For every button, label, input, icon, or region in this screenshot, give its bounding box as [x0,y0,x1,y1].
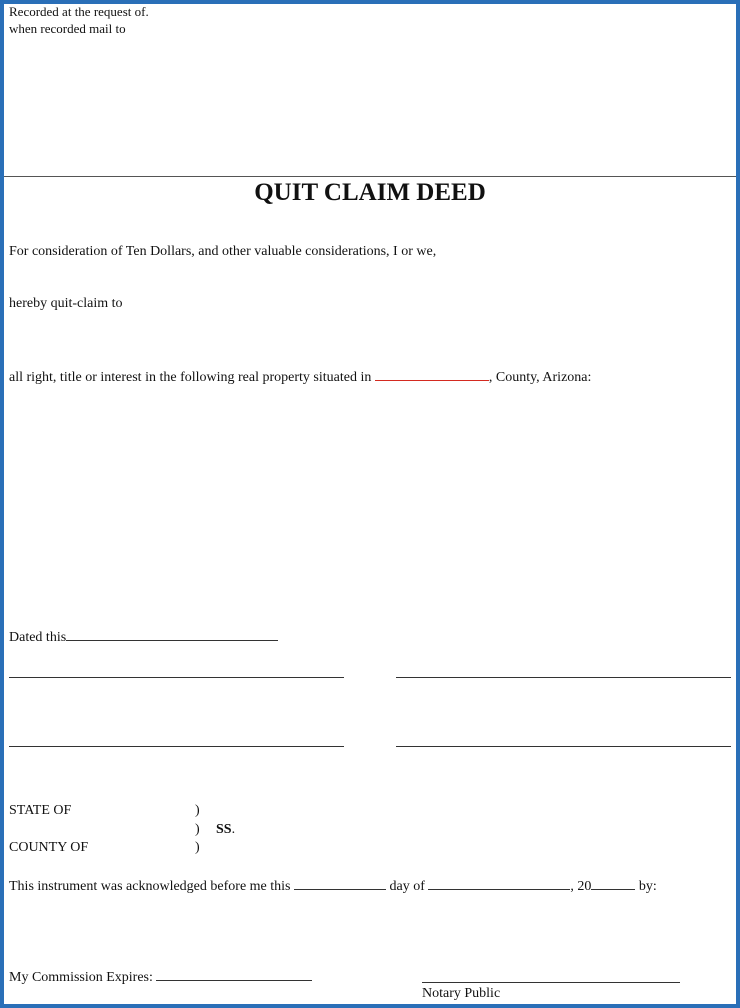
document-title: QUIT CLAIM DEED [254,179,486,206]
header-divider [4,176,736,177]
ack-by-label: by: [638,879,657,894]
signature-line-3[interactable] [9,746,344,747]
interest-suffix: , County, Arizona: [488,370,592,385]
notary-signature-line[interactable] [422,982,680,983]
ack-year-label: , 20 [570,879,592,894]
dated-label: Dated this [9,630,67,645]
ss-dot: . [231,822,236,837]
dated-blank[interactable] [66,627,278,641]
ack-month-blank[interactable] [428,876,570,890]
interest-line [9,367,591,386]
commission-line [9,967,312,986]
ss-label [216,822,235,838]
ack-prefix: This instrument was acknowledged before me this [9,879,291,894]
consideration-text: For consideration of Ten Dollars, and other valuable considerations, I or we, [9,244,437,259]
county-blank[interactable] [375,367,489,381]
paren-2: ) [195,822,200,837]
interest-prefix: all right, title or interest in the following real property situated in [9,370,372,385]
notary-public-label: Notary Public [422,986,501,1001]
county-of-label: COUNTY OF [9,840,89,855]
state-of-label: STATE OF [9,803,72,818]
ss-text: SS [216,822,232,837]
quit-claim-text: hereby quit-claim to [9,296,123,311]
paren-3: ) [195,840,200,855]
ack-day-blank[interactable] [294,876,386,890]
signature-line-4[interactable] [396,746,731,747]
acknowledgement-line [9,876,657,895]
paren-1: ) [195,803,200,818]
commission-label: My Commission Expires: [9,970,153,985]
recorded-request-label: Recorded at the request of. [9,4,149,19]
signature-line-2[interactable] [396,677,731,678]
mail-to-label: when recorded mail to [9,21,126,36]
commission-blank[interactable] [156,967,312,981]
ack-year-blank[interactable] [591,876,635,890]
dated-line [9,627,278,646]
ack-day-label: day of [389,879,425,894]
signature-line-1[interactable] [9,677,344,678]
